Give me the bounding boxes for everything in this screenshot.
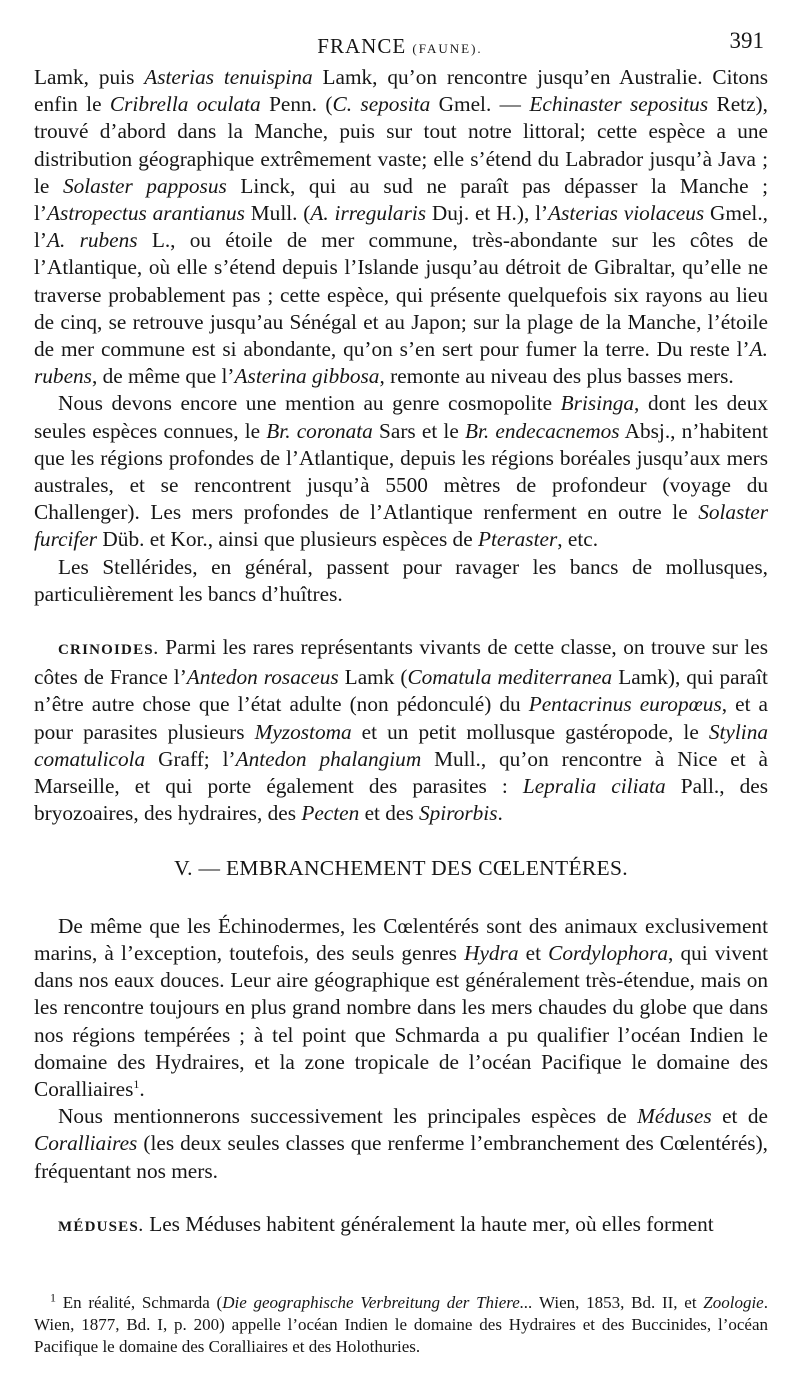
meduses-label: MÉDUSES. <box>58 1218 144 1235</box>
paragraph-coelenteres: De même que les Échinodermes, les Cœlentérés sont des animaux exclusivement marins, à l’exception, toutefois, des seuls genres Hydra et Cordylophora, qui vivent dans nos eaux douces. Leur aire géographique est généralement très-étendue, mais on les rencontre toujours en plus grand nombre dans les mers chaudes du globe que dans nos régions tempérées ; à tel point que Schmarda a pu qualifier l’océan Indien le domaine des Hydraires, et la zone tropicale de l’océan Pacifique le domaine des Coralliaires$^1$. <box>34 913 769 1101</box>
running-title-main: FRANCE <box>317 34 407 58</box>
paragraph-asterias: Lamk, puis Asterias tenuispina Lamk, qu’on rencontre jusqu’en Australie. Citons enfin le Cribrella oculata Penn. (C. seposita Gmel. — Echinaster sepositus Retz), trouvé d’abord dans la Manche, puis sur tout notre littoral; cette espèce a une distribution géographique extrêmement vaste; elle s’étend du Labrador jusqu’à Java ; le Solaster papposus Linck, qui au sud ne paraît pas dépasser la Manche ; l’Astropectus arantianus Mull. (A. irregularis Duj. et H.), l’Asterias violaceus Gmel., l’A. rubens L., ou étoile de mer commune, très-abondante sur les côtes de l’Atlantique, où elle s’étend depuis l’Islande jusqu’au détroit de Gibraltar, qu’elle ne traverse probablement pas ; cette espèce, qui présente quelquefois six rayons au lieu de cinq, se retrouve jusqu’au Sénégal et au Japon; sur la plage de la Manche, l’étoile de mer commune est si abondante, qu’on s’en sert pour fumer la terre. Du reste l’A. rubens, de même que l’Asterina gibbosa, remonte au niveau des plus basses mers. <box>34 65 769 389</box>
paragraph-meduses: MÉDUSES. Les Méduses habitent généralement la haute mer, où elles forment <box>58 1211 714 1236</box>
body-text <box>34 64 768 1241</box>
running-title <box>0 34 800 59</box>
paragraph-brisinga: Nous devons encore une mention au genre cosmopolite Brisinga, dont les deux seules espèces connues, le Br. coronata Sars et le Br. endecacnemos Absj., n’habitent que les régions profondes de l’Atlantique, depuis les régions boréales jusqu’aux mers australes, et se rencontrent jusqu’à 5500 mètres de profondeur (voyage du Challenger). Les mers profondes de l’Atlantique renferment en outre le Solaster furcifer Düb. et Kor., ainsi que plusieurs espèces de Pteraster, etc. <box>34 391 769 552</box>
paragraph-stellerides: Les Stellérides, en général, passent pour ravager les bancs de mollusques, particulièrement les bancs d’huîtres. <box>34 554 768 606</box>
footnote <box>34 1292 768 1358</box>
paragraph-crinoides: CRINOIDES. Parmi les rares représentants vivants de cette classe, on trouve sur les côtes de France l’Antedon rosaceus Lamk (Comatula mediterranea Lamk), qui paraît n’être autre chose que l’état adulte (non pédonculé) du Pentacrinus europœus, et a pour parasites plusieurs Myzostoma et un petit mollusque gastéropode, le Stylina comatulicola Graff; l’Antedon phalangium Mull., qu’on rencontre à Nice et à Marseille, et qui porte également des parasites : Lepralia ciliata Pall., des bryozoaires, des hydraires, des Pecten et des Spirorbis. <box>34 635 768 826</box>
crinoides-label: CRINOIDES. <box>58 642 159 659</box>
paragraph-mention: Nous mentionnerons successivement les principales espèces de Méduses et de Coralliaires (les deux seules classes que renferme l’embranchement des Cœlentérés), fréquentant nos mers. <box>34 1104 768 1183</box>
running-title-sub: (FAUNE). <box>412 41 483 56</box>
page-header <box>0 28 800 68</box>
footnote-reference: 1 <box>133 1076 140 1091</box>
footnote-mark: 1 <box>50 1290 56 1305</box>
page-number: 391 <box>729 28 764 53</box>
section-title: V. — EMBRANCHEMENT DES CŒLENTÉRES. <box>174 856 628 881</box>
footnote-text: $^1$ En réalité, Schmarda (Die geographische Verbreitung der Thiere... Wien, 1853, Bd. II, et Zoologie. Wien, 1877, Bd. I, p. 200) appelle l’océan Indien le domaine des Hydraires et des Buccinides, l’océan Pacifique le domaine des Coralliaires et des Holothuries. <box>34 1290 768 1356</box>
